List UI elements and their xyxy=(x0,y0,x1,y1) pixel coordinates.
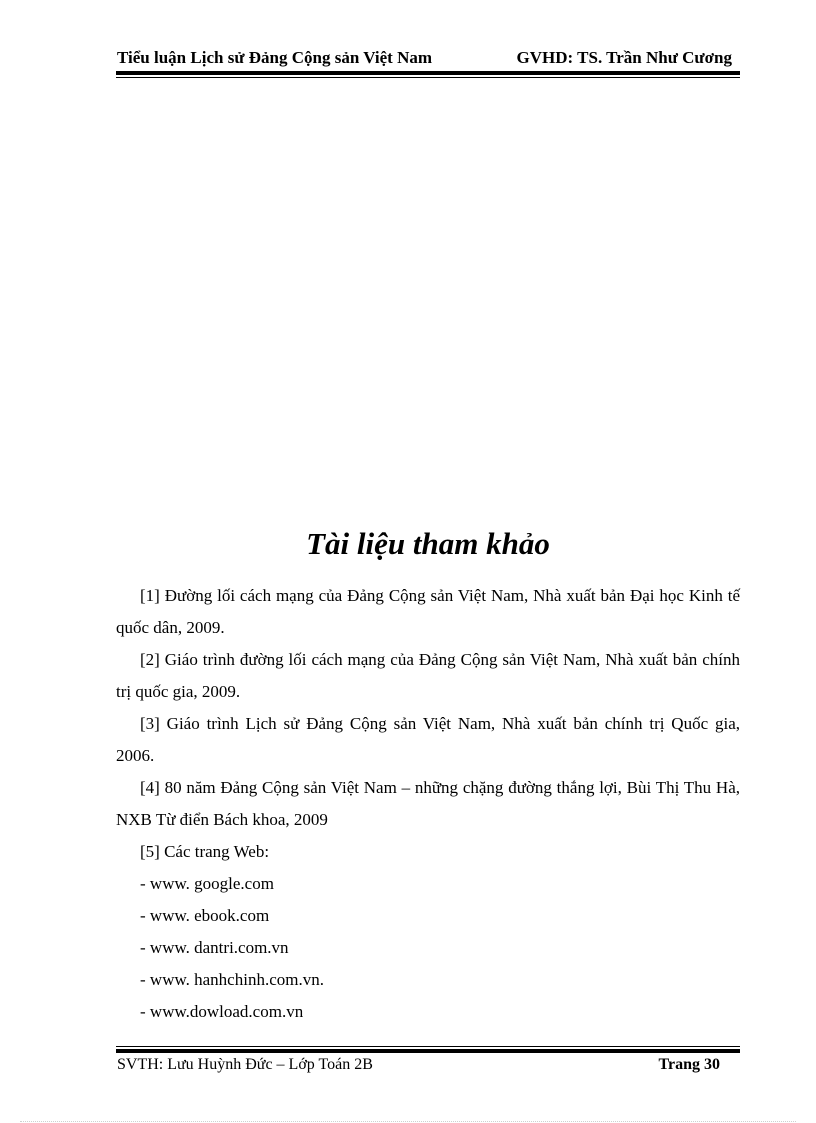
website-item: - www. ebook.com xyxy=(140,906,270,925)
page-edge-divider xyxy=(20,1121,796,1122)
reference-item: [4] 80 năm Đảng Cộng sản Việt Nam – những chặng đường thắng lợi, Bùi Thị Thu Hà, NXB Từ điển Bách khoa, 2009 xyxy=(116,778,740,829)
header-rule-thin xyxy=(116,77,740,78)
website-item: - www.dowload.com.vn xyxy=(140,1002,304,1021)
website-item: - www. hanhchinh.com.vn. xyxy=(140,970,324,989)
reference-item: [3] Giáo trình Lịch sử Đảng Cộng sản Việt Nam, Nhà xuất bản chính trị Quốc gia, 2006. xyxy=(116,714,740,765)
website-item: - www. dantri.com.vn xyxy=(140,938,289,957)
footer-student: SVTH: Lưu Huỳnh Đức – Lớp Toán 2B xyxy=(117,1056,373,1073)
footer-rule-thick xyxy=(116,1049,740,1053)
website-item: - www. google.com xyxy=(140,874,274,893)
header-rule-thick xyxy=(116,71,740,75)
page-title: Tài liệu tham khảo xyxy=(306,526,550,561)
header-course-title: Tiểu luận Lịch sử Đảng Cộng sản Việt Nam xyxy=(117,48,433,67)
header-advisor: GVHD: TS. Trần Như Cương xyxy=(516,48,732,67)
reference-item: [1] Đường lối cách mạng của Đảng Cộng sản Việt Nam, Nhà xuất bản Đại học Kinh tế quốc dân, 2009. xyxy=(116,586,740,637)
page-number: Trang 30 xyxy=(658,1056,720,1073)
page-footer xyxy=(116,1056,740,1078)
web-heading: [5] Các trang Web: xyxy=(140,842,270,861)
reference-list xyxy=(116,580,740,1028)
reference-item: [2] Giáo trình đường lối cách mạng của Đảng Cộng sản Việt Nam, Nhà xuất bản chính trị quốc gia, 2009. xyxy=(116,650,740,701)
footer-rule-thin xyxy=(116,1046,740,1047)
page-header xyxy=(116,48,740,70)
